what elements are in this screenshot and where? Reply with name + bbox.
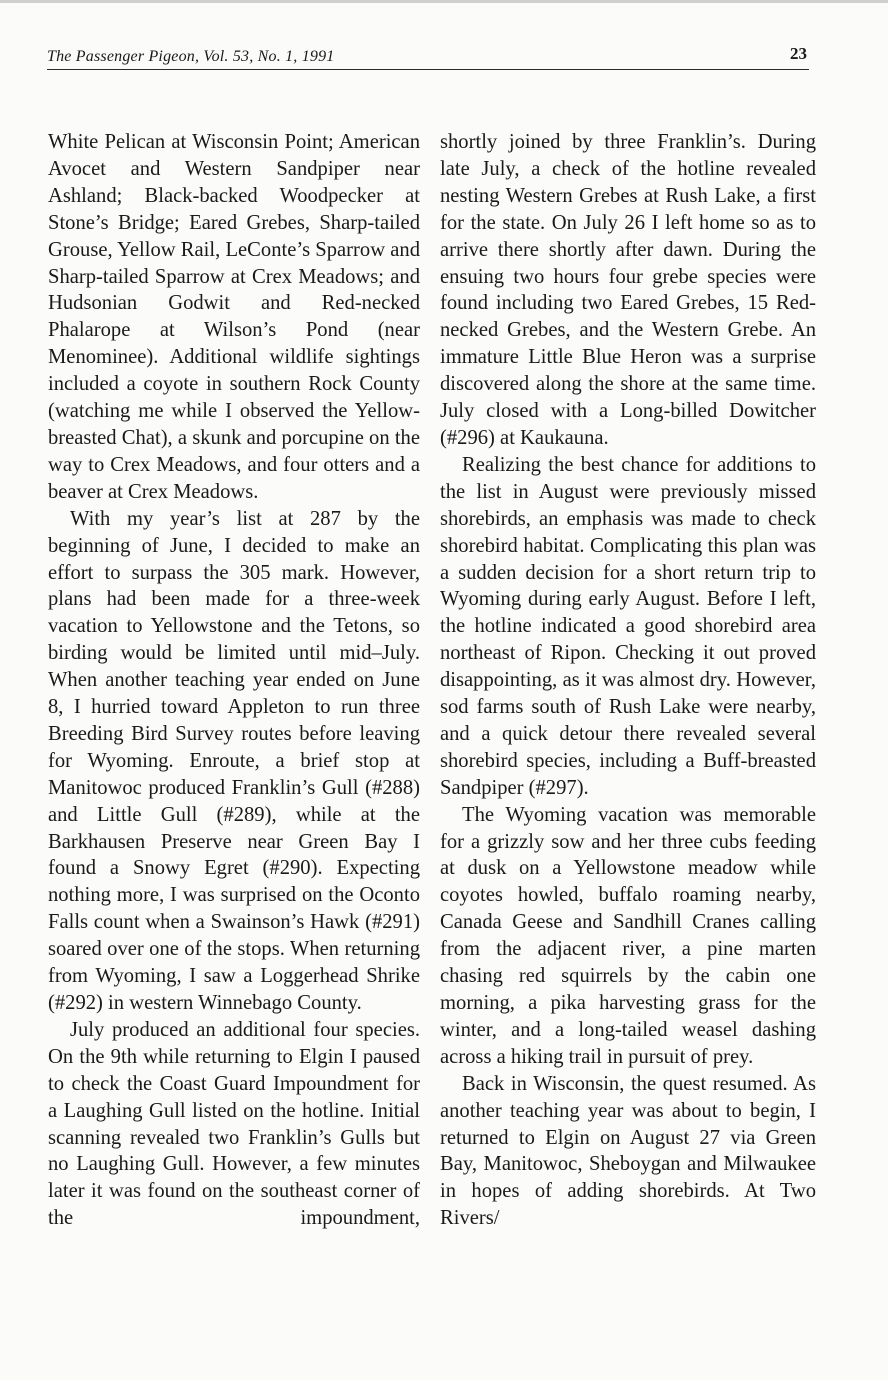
header-rule — [47, 69, 809, 70]
paragraph: White Pelican at Wisconsin Point; American Avocet and Western Sandpiper near Ashland; Black-backed Woodpecker at Stone’s Bridge; Eared Grebes, Sharp-tailed Grouse, Yellow Rail, LeConte’s Sparrow and Sharp-tailed Sparrow at Crex Meadows; and Hudsonian Godwit and Red-necked Phalarope at Wilson’s Pond (near Menominee). Additional wildlife sightings included a coyote in southern Rock County (watching me while I observed the Yellow-breasted Chat), a skunk and porcupine on the way to Crex Meadows, and four otters and a beaver at Crex Meadows. — [48, 131, 420, 503]
left-column — [48, 129, 420, 1232]
right-column — [440, 129, 816, 1232]
paragraph: Back in Wisconsin, the quest resumed. As another teaching year was about to begin, I returned to Elgin on August 27 via Green Bay, Manitowoc, Sheboygan and Milwaukee in hopes of adding shorebirds. At Two Rivers/ — [440, 1072, 816, 1230]
paragraph: shortly joined by three Franklin’s. During late July, a check of the hotline revealed nesting Western Grebes at Rush Lake, a first for the state. On July 26 I left home so as to arrive there shortly after dawn. During the ensuing two hours four grebe species were found including two Eared Grebes, 15 Red-necked Grebes, and the Western Grebe. An immature Little Blue Heron was a surprise discovered along the shore at the same time. July closed with a Long-billed Dowitcher (#296) at Kaukauna. — [440, 131, 816, 449]
paragraph: July produced an additional four species. On the 9th while returning to Elgin I paused to check the Coast Guard Impoundment for a Laughing Gull listed on the hotline. Initial scanning revealed two Franklin’s Gulls but no Laughing Gull. However, a few minutes later it was found on the southeast corner of the impoundment, — [48, 1018, 420, 1230]
page-header — [47, 44, 807, 70]
running-head: The Passenger Pigeon, Vol. 53, No. 1, 1991 — [47, 48, 335, 65]
paragraph: Realizing the best chance for additions to the list in August were previously missed shorebirds, an emphasis was made to check shorebird habitat. Complicating this plan was a sudden decision for a short return trip to Wyoming during early August. Before I left, the hotline indicated a good shorebird area northeast of Ripon. Checking it out proved disappointing, as it was almost dry. However, sod farms south of Rush Lake were nearby, and a quick detour there revealed several shorebird species, including a Buff-breasted Sandpiper (#297). — [440, 453, 816, 799]
page-number: 23 — [790, 44, 807, 63]
page-top-edge — [0, 0, 888, 3]
paragraph: The Wyoming vacation was memorable for a grizzly sow and her three cubs feeding at dusk on a Yellowstone meadow while coyotes howled, buffalo roaming nearby, Canada Geese and Sandhill Cranes calling from the adjacent river, a pine marten chasing red squirrels by the cabin one morning, a pika harvesting grass for the winter, and a long-tailed weasel dashing across a hiking trail in pursuit of prey. — [440, 803, 816, 1068]
paragraph: With my year’s list at 287 by the beginning of June, I decided to make an effort to surpass the 305 mark. However, plans had been made for a three-week vacation to Yellowstone and the Tetons, so birding would be limited until mid–July. When another teaching year ended on June 8, I hurried toward Appleton to run three Breeding Bird Survey routes before leaving for Wyoming. Enroute, a brief stop at Manitowoc produced Franklin’s Gull (#288) and Little Gull (#289), while at the Barkhausen Preserve near Green Bay I found a Snowy Egret (#290). Expecting nothing more, I was surprised on the Oconto Falls count when a Swainson’s Hawk (#291) soared over one of the stops. When returning from Wyoming, I saw a Loggerhead Shrike (#292) in western Winnebago County. — [48, 507, 420, 1014]
